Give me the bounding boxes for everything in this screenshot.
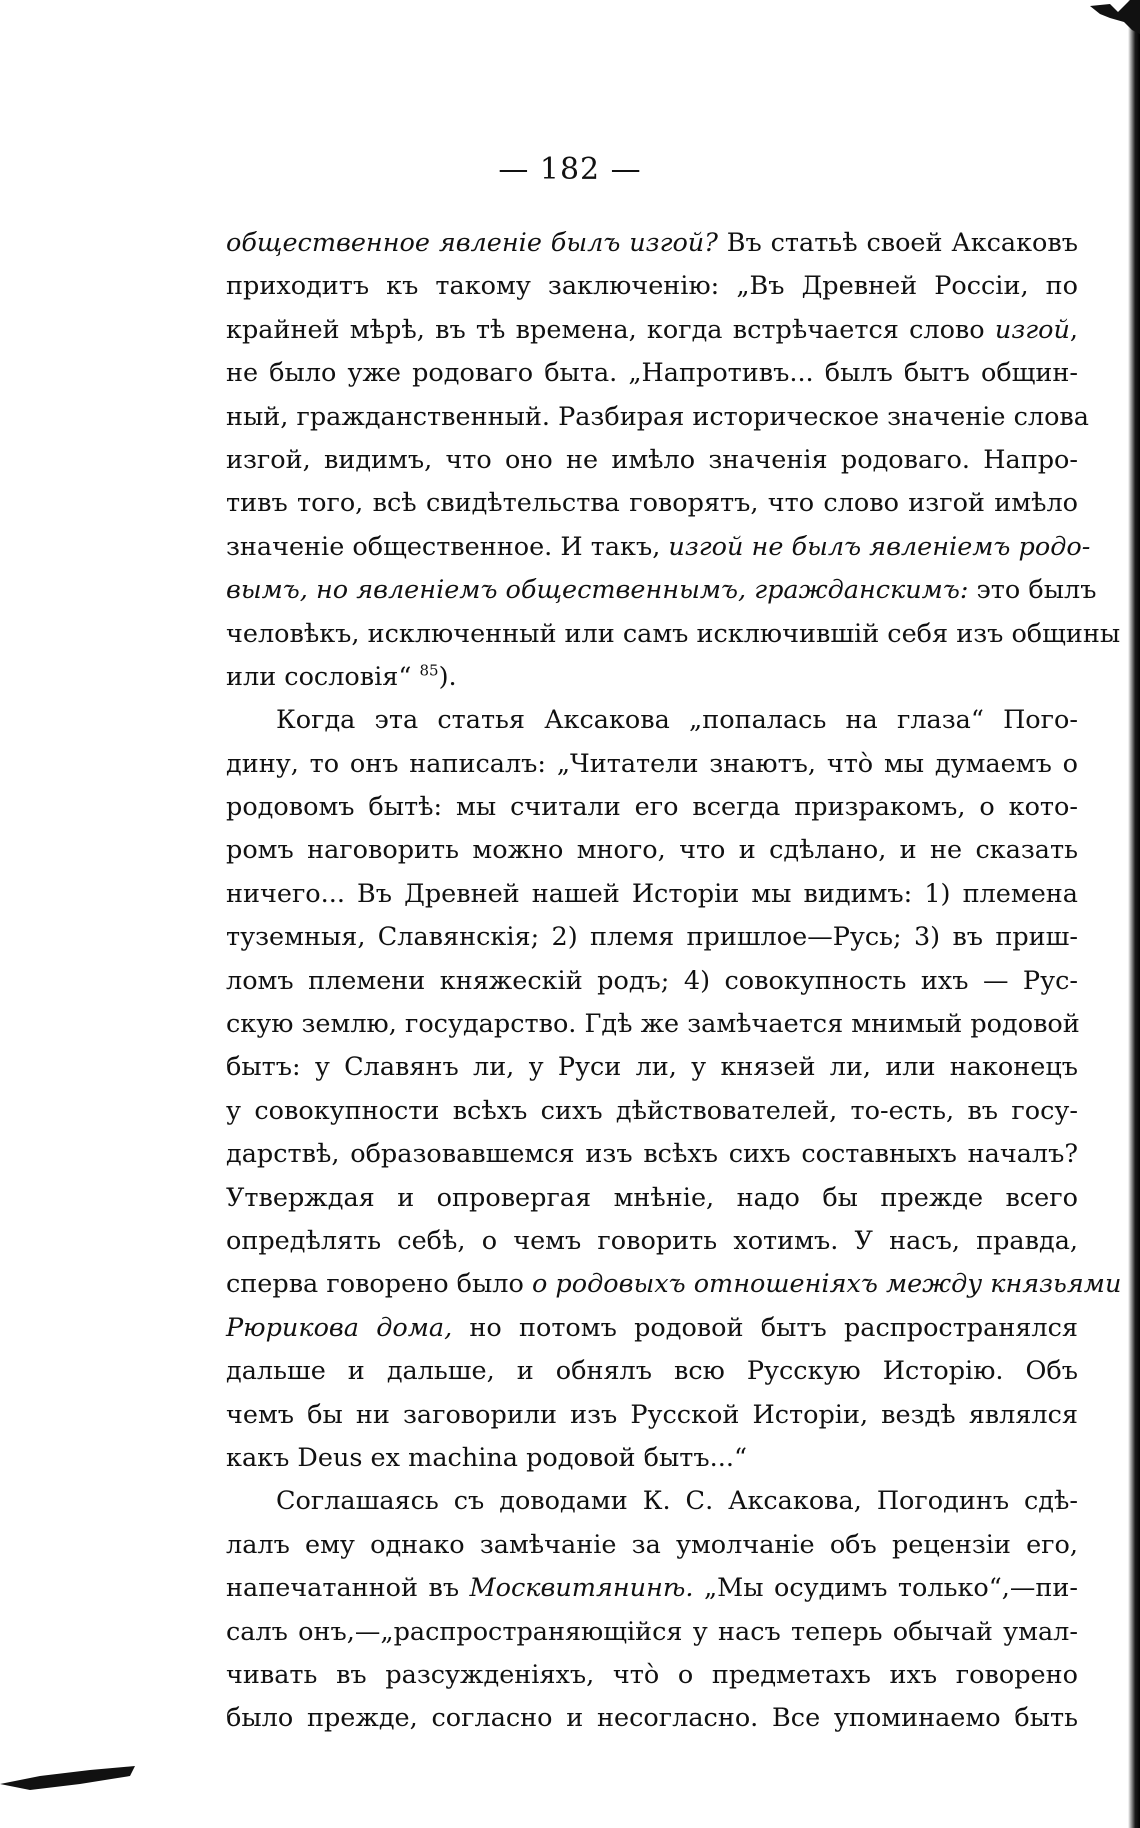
text-line: чивать въ разсужденіяхъ, что̀ о предметахъ ихъ говорено	[226, 1659, 1078, 1690]
text-line: дину, то онъ написалъ: „Читатели знаютъ, что̀ мы думаемъ о	[226, 748, 1078, 779]
text-line: Соглашаясь съ доводами К. С. Аксакова, Погодинъ сдѣ-	[276, 1486, 1078, 1517]
italic-phrase: о родовыхъ отношеніяхъ между князьями	[531, 1269, 1122, 1300]
text-line	[226, 1263, 1122, 1306]
text-line: ломъ племени княжескій родъ; 4) совокупность ихъ — Рус-	[226, 965, 1078, 996]
scan-corner-artifact	[1080, 0, 1140, 34]
text-line: ромъ наговорить можно много, что и сдѣлано, и не сказать	[226, 835, 1078, 866]
footnote-ref: 85	[419, 661, 439, 680]
text-line: было прежде, согласно и несогласно. Все упоминаемо быть	[226, 1703, 1078, 1734]
text-span: Въ статьѣ своей Аксаковъ	[717, 228, 1078, 258]
text-span: крайней мѣрѣ, въ тѣ времена, когда встрѣчается слово	[226, 314, 995, 345]
scan-edge-shadow	[1128, 0, 1140, 1828]
text-line	[226, 1567, 1078, 1610]
text-line: ничего... Въ Древней нашей Исторіи мы видимъ: 1) племена	[226, 878, 1078, 909]
text-span: или сословія“	[226, 661, 420, 692]
text-line: человѣкъ, исключенный или самъ исключившій себя изъ общины	[226, 618, 1121, 649]
text-line: лалъ ему однако замѣчаніе за умолчаніе объ рецензіи его,	[226, 1529, 1078, 1560]
text-line: у совокупности всѣхъ сихъ дѣйствователей, то-есть, въ госу-	[226, 1095, 1078, 1126]
text-line: чемъ бы ни заговорили изъ Русской Исторіи, вездѣ являлся	[226, 1399, 1078, 1430]
text-span: это былъ	[968, 575, 1097, 606]
text-span: но потомъ родовой бытъ распространялся	[452, 1312, 1078, 1343]
italic-phrase: Рюрикова дома,	[226, 1312, 453, 1343]
text-line	[226, 309, 1078, 352]
text-column	[226, 222, 1122, 1741]
text-span: значеніе общественное. И такъ,	[226, 531, 669, 562]
text-line: дарствѣ, образовавшемся изъ всѣхъ сихъ составныхъ началъ?	[226, 1139, 1078, 1170]
text-span: напечатанной въ	[226, 1573, 470, 1604]
text-line: опредѣлять себѣ, о чемъ говорить хотимъ. У насъ, правда,	[226, 1225, 1078, 1256]
text-line: изгой, видимъ, что оно не имѣло значенія родоваго. Напро-	[226, 444, 1078, 475]
text-line: не было уже родоваго быта. „Напротивъ... былъ бытъ общин-	[226, 358, 1078, 389]
italic-phrase: изгой не былъ явленіемъ родо-	[668, 531, 1091, 562]
text-line: дальше и дальше, и обнялъ всю Русскую Исторію. Объ	[226, 1356, 1078, 1387]
text-line: скую землю, государство. Гдѣ же замѣчается мнимый родовой	[226, 1009, 1080, 1040]
text-line	[226, 1307, 1078, 1350]
text-line: салъ онъ,—„распространяющійся у насъ теперь обычай умал-	[226, 1616, 1078, 1647]
italic-phrase: вымъ, но явленіемъ общественнымъ, гражданскимъ:	[226, 575, 969, 606]
italic-word: Москвитянинѣ.	[469, 1573, 694, 1604]
text-line: Утверждая и опровергая мнѣніе, надо бы прежде всего	[226, 1182, 1078, 1213]
page-number: — 182 —	[498, 152, 642, 187]
text-span: „Мы осудимъ только“,—пи-	[693, 1573, 1078, 1604]
text-line: ный, гражданственный. Разбирая историческое значеніе слова	[226, 401, 1089, 432]
italic-phrase: общественное явленіе былъ изгой?	[226, 228, 718, 258]
text-span: сперва говорено было	[226, 1269, 532, 1300]
text-line	[226, 526, 1091, 569]
text-line: Когда эта статья Аксакова „попалась на глаза“ Пого-	[276, 705, 1078, 736]
text-line: родовомъ бытѣ: мы считали его всегда призракомъ, о кото-	[226, 792, 1078, 823]
italic-word: изгой	[994, 314, 1070, 345]
text-span: ).	[438, 661, 457, 692]
text-line	[226, 222, 1078, 265]
text-line: какъ Deus ex machina родовой бытъ...“	[226, 1442, 747, 1473]
scan-bottom-artifact	[0, 1766, 140, 1792]
text-line: туземныя, Славянскія; 2) племя пришлое—Русь; 3) въ приш-	[226, 922, 1078, 953]
text-line	[226, 656, 1078, 699]
text-line	[226, 569, 1097, 612]
text-line: тивъ того, всѣ свидѣтельства говорятъ, что слово изгой имѣло	[226, 488, 1078, 519]
text-span: ,	[1069, 314, 1078, 345]
text-line: бытъ: у Славянъ ли, у Руси ли, у князей ли, или наконецъ	[226, 1052, 1078, 1083]
text-line: приходитъ къ такому заключенію: „Въ Древней Россіи, по	[226, 271, 1078, 302]
